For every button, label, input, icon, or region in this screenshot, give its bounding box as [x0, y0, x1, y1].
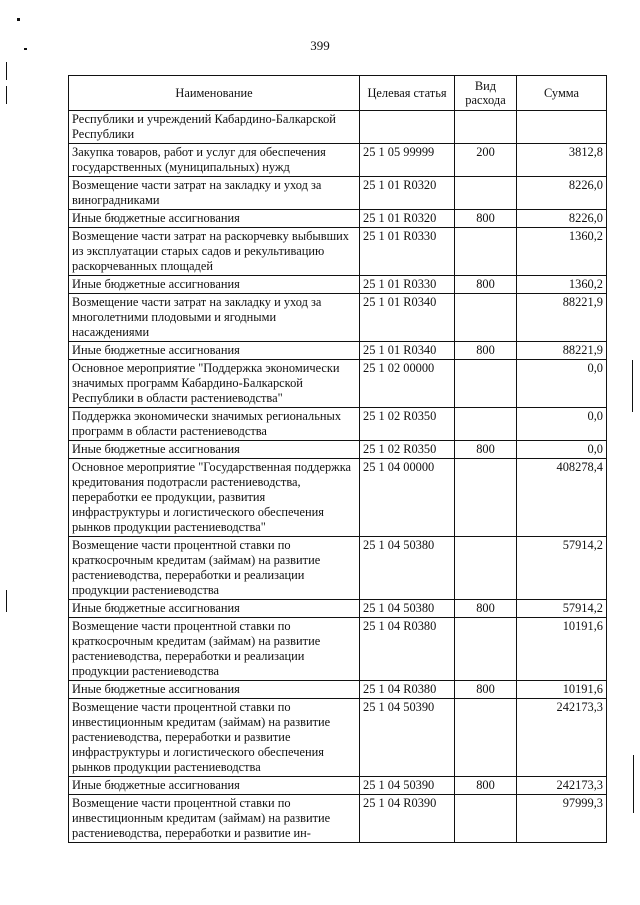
- row-kind: 800: [455, 342, 517, 360]
- scan-edge-left-3: [6, 590, 7, 612]
- row-code: 25 1 01 R0340: [360, 294, 455, 342]
- row-code: 25 1 04 50390: [360, 699, 455, 777]
- row-kind: [455, 294, 517, 342]
- table-row: [69, 111, 607, 144]
- table-row: [69, 618, 607, 681]
- header-sum: Сумма: [517, 76, 607, 111]
- row-code: 25 1 05 99999: [360, 144, 455, 177]
- row-code: 25 1 04 50380: [360, 600, 455, 618]
- row-code: [360, 111, 455, 144]
- row-name: Возмещение части затрат на закладку и уход за многолетними плодовыми и ягодными насаждениями: [69, 294, 360, 342]
- row-kind: [455, 228, 517, 276]
- row-kind: [455, 699, 517, 777]
- row-name: Возмещение части процентной ставки по краткосрочным кредитам (займам) на развитие растениеводства, переработки и реализации продукции растениеводства: [69, 618, 360, 681]
- row-code: 25 1 04 R0390: [360, 795, 455, 843]
- budget-table: [68, 75, 607, 843]
- scan-edge-left-1: [6, 62, 7, 80]
- row-kind: 800: [455, 210, 517, 228]
- table-row: [69, 360, 607, 408]
- row-name: Республики и учреждений Кабардино-Балкарской Республики: [69, 111, 360, 144]
- table-row: [69, 342, 607, 360]
- row-name: Закупка товаров, работ и услуг для обеспечения государственных (муниципальных) нужд: [69, 144, 360, 177]
- table-row: [69, 600, 607, 618]
- row-kind: [455, 795, 517, 843]
- row-sum: 242173,3: [517, 777, 607, 795]
- table-header-row: [69, 76, 607, 111]
- table-row: [69, 795, 607, 843]
- row-name: Основное мероприятие "Государственная поддержка кредитования подотрасли растениеводства, переработки ее продукции, развития инфраструктуры и логистического обеспечения рынков продукции растениеводства": [69, 459, 360, 537]
- row-sum: 10191,6: [517, 618, 607, 681]
- row-sum: 0,0: [517, 441, 607, 459]
- table-row: [69, 228, 607, 276]
- row-name: Иные бюджетные ассигнования: [69, 681, 360, 699]
- row-code: 25 1 02 R0350: [360, 408, 455, 441]
- row-name: Основное мероприятие "Поддержка экономически значимых программ Кабардино-Балкарской Республики в области растениеводства": [69, 360, 360, 408]
- row-sum: 88221,9: [517, 294, 607, 342]
- row-kind: 200: [455, 144, 517, 177]
- row-code: 25 1 01 R0320: [360, 177, 455, 210]
- scan-edge-right-1: [632, 360, 633, 412]
- row-code: 25 1 01 R0340: [360, 342, 455, 360]
- row-code: 25 1 02 R0350: [360, 441, 455, 459]
- row-code: 25 1 04 R0380: [360, 618, 455, 681]
- row-kind: 800: [455, 681, 517, 699]
- table-row: [69, 777, 607, 795]
- row-code: 25 1 02 00000: [360, 360, 455, 408]
- page-number: 399: [310, 38, 330, 53]
- row-code: 25 1 01 R0330: [360, 228, 455, 276]
- row-name: Иные бюджетные ассигнования: [69, 210, 360, 228]
- row-sum: 242173,3: [517, 699, 607, 777]
- table-row: [69, 177, 607, 210]
- row-name: Возмещение части процентной ставки по краткосрочным кредитам (займам) на развитие растениеводства, переработки и реализации продукции растениеводства: [69, 537, 360, 600]
- row-sum: 0,0: [517, 360, 607, 408]
- row-sum: 10191,6: [517, 681, 607, 699]
- row-code: 25 1 04 50390: [360, 777, 455, 795]
- row-name: Иные бюджетные ассигнования: [69, 276, 360, 294]
- row-name: Возмещение части процентной ставки по инвестиционным кредитам (займам) на развитие растениеводства, переработки и развитие инфраструктуры и логистического обеспечения рынков продукции растениеводства: [69, 699, 360, 777]
- table-row: [69, 699, 607, 777]
- scan-edge-left-2: [6, 86, 7, 104]
- row-name: Возмещение части затрат на закладку и уход за виноградниками: [69, 177, 360, 210]
- row-code: 25 1 01 R0320: [360, 210, 455, 228]
- table-row: [69, 294, 607, 342]
- row-sum: 0,0: [517, 408, 607, 441]
- row-kind: 800: [455, 777, 517, 795]
- row-kind: 800: [455, 600, 517, 618]
- row-sum: 408278,4: [517, 459, 607, 537]
- row-kind: [455, 618, 517, 681]
- header-code: Целевая статья: [360, 76, 455, 111]
- header-kind: Вид расхода: [455, 76, 517, 111]
- table-row: [69, 210, 607, 228]
- row-sum: 97999,3: [517, 795, 607, 843]
- row-name: Возмещение части процентной ставки по инвестиционным кредитам (займам) на развитие растениеводства, переработки и развитие ин-: [69, 795, 360, 843]
- row-sum: 1360,2: [517, 228, 607, 276]
- row-code: 25 1 04 R0380: [360, 681, 455, 699]
- row-sum: 88221,9: [517, 342, 607, 360]
- table-row: [69, 681, 607, 699]
- row-name: Иные бюджетные ассигнования: [69, 342, 360, 360]
- row-sum: 1360,2: [517, 276, 607, 294]
- row-kind: [455, 408, 517, 441]
- row-name: Иные бюджетные ассигнования: [69, 777, 360, 795]
- row-code: 25 1 01 R0330: [360, 276, 455, 294]
- row-code: 25 1 04 50380: [360, 537, 455, 600]
- row-name: Иные бюджетные ассигнования: [69, 441, 360, 459]
- row-kind: [455, 537, 517, 600]
- row-kind: [455, 111, 517, 144]
- row-kind: 800: [455, 276, 517, 294]
- row-sum: [517, 111, 607, 144]
- header-name: Наименование: [69, 76, 360, 111]
- row-code: 25 1 04 00000: [360, 459, 455, 537]
- scan-speck-top: [17, 18, 20, 21]
- table-row: [69, 441, 607, 459]
- row-name: Иные бюджетные ассигнования: [69, 600, 360, 618]
- row-name: Возмещение части затрат на раскорчевку выбывших из эксплуатации старых садов и рекультивацию раскорчеванных площадей: [69, 228, 360, 276]
- row-sum: 3812,8: [517, 144, 607, 177]
- row-sum: 8226,0: [517, 210, 607, 228]
- row-kind: [455, 177, 517, 210]
- row-name: Поддержка экономически значимых региональных программ в области растениеводства: [69, 408, 360, 441]
- table-row: [69, 144, 607, 177]
- row-sum: 57914,2: [517, 537, 607, 600]
- table-row: [69, 537, 607, 600]
- row-kind: [455, 459, 517, 537]
- scan-edge-right-2: [633, 755, 634, 813]
- row-kind: 800: [455, 441, 517, 459]
- table-row: [69, 459, 607, 537]
- row-sum: 57914,2: [517, 600, 607, 618]
- table-row: [69, 408, 607, 441]
- row-sum: 8226,0: [517, 177, 607, 210]
- table-row: [69, 276, 607, 294]
- row-kind: [455, 360, 517, 408]
